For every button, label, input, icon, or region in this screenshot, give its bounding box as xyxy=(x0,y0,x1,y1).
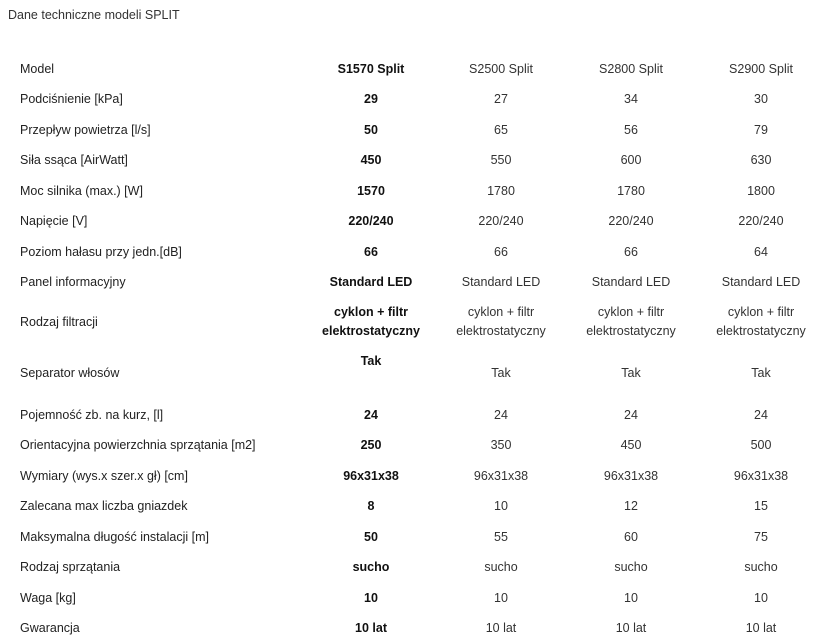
cell-s2900: 10 lat xyxy=(696,614,824,644)
cell-s2900: 630 xyxy=(696,146,824,177)
row-label: Przepływ powietrza [l/s] xyxy=(14,115,306,146)
row-label: Poziom hałasu przy jedn.[dB] xyxy=(14,237,306,268)
cell-s2800: 56 xyxy=(566,115,696,146)
cell-s1570: 96x31x38 xyxy=(306,461,436,492)
row-label: Model xyxy=(14,54,306,85)
table-row xyxy=(14,522,824,553)
cell-s2500: Tak xyxy=(436,346,566,400)
cell-s2900: Standard LED xyxy=(696,268,824,299)
cell-s2800: 450 xyxy=(566,431,696,462)
cell-s2500: Standard LED xyxy=(436,268,566,299)
row-label: Napięcie [V] xyxy=(14,207,306,238)
cell-s2800: Standard LED xyxy=(566,268,696,299)
row-label: Rodzaj filtracji xyxy=(14,298,306,346)
cell-s2500: 550 xyxy=(436,146,566,177)
cell-s2900: 1800 xyxy=(696,176,824,207)
cell-s2900: 220/240 xyxy=(696,207,824,238)
cell-s2800: 12 xyxy=(566,492,696,523)
cell-s1570: Standard LED xyxy=(306,268,436,299)
row-label: Maksymalna długość instalacji [m] xyxy=(14,522,306,553)
cell-s2500: cyklon + filtr elektrostatyczny xyxy=(436,298,566,346)
cell-s1570: sucho xyxy=(306,553,436,584)
cell-s2500: 66 xyxy=(436,237,566,268)
table-row xyxy=(14,583,824,614)
cell-s2500: 65 xyxy=(436,115,566,146)
cell-s2900: cyklon + filtr elektrostatyczny xyxy=(696,298,824,346)
row-label: Waga [kg] xyxy=(14,583,306,614)
table-row xyxy=(14,268,824,299)
cell-s2500: 350 xyxy=(436,431,566,462)
cell-s2500: 220/240 xyxy=(436,207,566,238)
cell-s2500: 27 xyxy=(436,85,566,116)
row-label: Orientacyjna powierzchnia sprzątania [m2] xyxy=(14,431,306,462)
cell-s2800: sucho xyxy=(566,553,696,584)
cell-s2800: Tak xyxy=(566,346,696,400)
table-row xyxy=(14,298,824,346)
table-row xyxy=(14,431,824,462)
cell-s2800: 10 lat xyxy=(566,614,696,644)
cell-s1570: 50 xyxy=(306,115,436,146)
table-row xyxy=(14,400,824,431)
cell-s2800: cyklon + filtr elektrostatyczny xyxy=(566,298,696,346)
cell-s1570: 29 xyxy=(306,85,436,116)
table-row xyxy=(14,176,824,207)
table-row xyxy=(14,461,824,492)
row-label: Panel informacyjny xyxy=(14,268,306,299)
table-row xyxy=(14,207,824,238)
cell-s2900: 15 xyxy=(696,492,824,523)
cell-s2800: 600 xyxy=(566,146,696,177)
cell-s2800: 10 xyxy=(566,583,696,614)
cell-s2900: S2900 Split xyxy=(696,54,824,85)
cell-s2800: S2800 Split xyxy=(566,54,696,85)
cell-s2800: 34 xyxy=(566,85,696,116)
cell-s1570: 50 xyxy=(306,522,436,553)
cell-s2900: 96x31x38 xyxy=(696,461,824,492)
cell-s2800: 24 xyxy=(566,400,696,431)
cell-s2900: 30 xyxy=(696,85,824,116)
cell-s2800: 96x31x38 xyxy=(566,461,696,492)
row-label: Gwarancja xyxy=(14,614,306,644)
cell-s2500: 24 xyxy=(436,400,566,431)
cell-s2500: 10 lat xyxy=(436,614,566,644)
cell-s1570: Tak xyxy=(306,346,436,400)
table-row xyxy=(14,614,824,644)
row-label: Rodzaj sprzątania xyxy=(14,553,306,584)
cell-s2900: 64 xyxy=(696,237,824,268)
row-label: Podciśnienie [kPa] xyxy=(14,85,306,116)
cell-s2900: 79 xyxy=(696,115,824,146)
cell-s1570: 220/240 xyxy=(306,207,436,238)
cell-s2900: 10 xyxy=(696,583,824,614)
cell-s2900: Tak xyxy=(696,346,824,400)
cell-s1570: 450 xyxy=(306,146,436,177)
row-label: Siła ssąca [AirWatt] xyxy=(14,146,306,177)
cell-s2500: 96x31x38 xyxy=(436,461,566,492)
cell-s2800: 60 xyxy=(566,522,696,553)
row-label: Separator włosów xyxy=(14,346,306,400)
table-row xyxy=(14,146,824,177)
cell-s2500: sucho xyxy=(436,553,566,584)
cell-s2800: 220/240 xyxy=(566,207,696,238)
cell-s2800: 66 xyxy=(566,237,696,268)
cell-s2500: 10 xyxy=(436,492,566,523)
cell-s1570: 66 xyxy=(306,237,436,268)
cell-s1570: 24 xyxy=(306,400,436,431)
cell-s2900: 24 xyxy=(696,400,824,431)
cell-s1570: 1570 xyxy=(306,176,436,207)
table-row xyxy=(14,553,824,584)
table-row xyxy=(14,115,824,146)
cell-s2900: 75 xyxy=(696,522,824,553)
cell-s2900: 500 xyxy=(696,431,824,462)
page-title: Dane techniczne modeli SPLIT xyxy=(8,8,180,22)
cell-s2500: 1780 xyxy=(436,176,566,207)
table-row xyxy=(14,85,824,116)
row-label: Wymiary (wys.x szer.x gł) [cm] xyxy=(14,461,306,492)
cell-s2900: sucho xyxy=(696,553,824,584)
row-label: Zalecana max liczba gniazdek xyxy=(14,492,306,523)
cell-s1570: 10 xyxy=(306,583,436,614)
table-row xyxy=(14,492,824,523)
table-row xyxy=(14,54,824,85)
row-label: Moc silnika (max.) [W] xyxy=(14,176,306,207)
cell-s1570: 8 xyxy=(306,492,436,523)
spec-table xyxy=(14,54,824,644)
cell-s2500: 55 xyxy=(436,522,566,553)
cell-s1570: S1570 Split xyxy=(306,54,436,85)
cell-s1570: 250 xyxy=(306,431,436,462)
table-row xyxy=(14,346,824,400)
row-label: Pojemność zb. na kurz, [l] xyxy=(14,400,306,431)
table-row xyxy=(14,237,824,268)
cell-s1570: cyklon + filtr elektrostatyczny xyxy=(306,298,436,346)
cell-s2500: 10 xyxy=(436,583,566,614)
cell-s2500: S2500 Split xyxy=(436,54,566,85)
cell-s1570: 10 lat xyxy=(306,614,436,644)
cell-s2800: 1780 xyxy=(566,176,696,207)
